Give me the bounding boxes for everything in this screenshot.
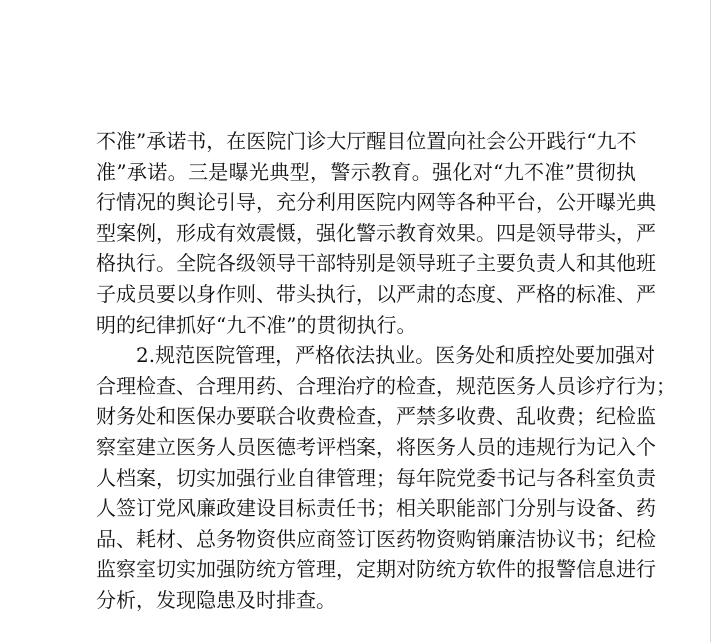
text-line: 型案例，形成有效震慑，强化警示教育效果。四是领导带头，严	[96, 220, 656, 245]
text-line: 行情况的舆论引导，充分利用医院内网等各种平台，公开曝光典	[96, 190, 656, 215]
text-line: 合理检查、合理用药、合理治疗的检查，规范医务人员诊疗行为；	[96, 373, 676, 398]
body-text	[96, 126, 676, 616]
text-line: 格执行。全院各级领导干部特别是领导班子主要负责人和其他班	[96, 251, 656, 276]
text-line: 准”承诺。三是曝光典型，警示教育。强化对“九不准”贯彻执	[96, 159, 636, 184]
text-line: 不准”承诺书，在医院门诊大厅醒目位置向社会公开践行“九不	[96, 129, 637, 153]
page-edge-divider	[710, 0, 711, 642]
text-line: 明的纪律抓好“九不准”的贯彻执行。	[96, 312, 417, 337]
text-line: 人档案，切实加强行业自律管理；每年院党委书记与各科室负责	[96, 465, 656, 490]
text-line: 分析，发现隐患及时排查。	[96, 587, 336, 612]
text-line: 子成员要以身作则、带头执行，以严肃的态度、严格的标准、严	[96, 281, 656, 306]
text-line: 察室建立医务人员医德考评档案，将医务人员的违规行为记入个	[96, 434, 656, 459]
text-line: 监察室切实加强防统方管理，定期对防统方软件的报警信息进行	[96, 557, 656, 582]
text-line: 2.规范医院管理，严格依法执业。医务处和质控处要加强对	[136, 343, 656, 368]
text-line: 人签订党风廉政建设目标责任书；相关职能部门分别与设备、药	[96, 496, 656, 521]
text-line: 财务处和医保办要联合收费检查，严禁多收费、乱收费；纪检监	[96, 404, 656, 429]
text-line: 品、耗材、总务物资供应商签订医药物资购销廉洁协议书；纪检	[96, 526, 656, 551]
